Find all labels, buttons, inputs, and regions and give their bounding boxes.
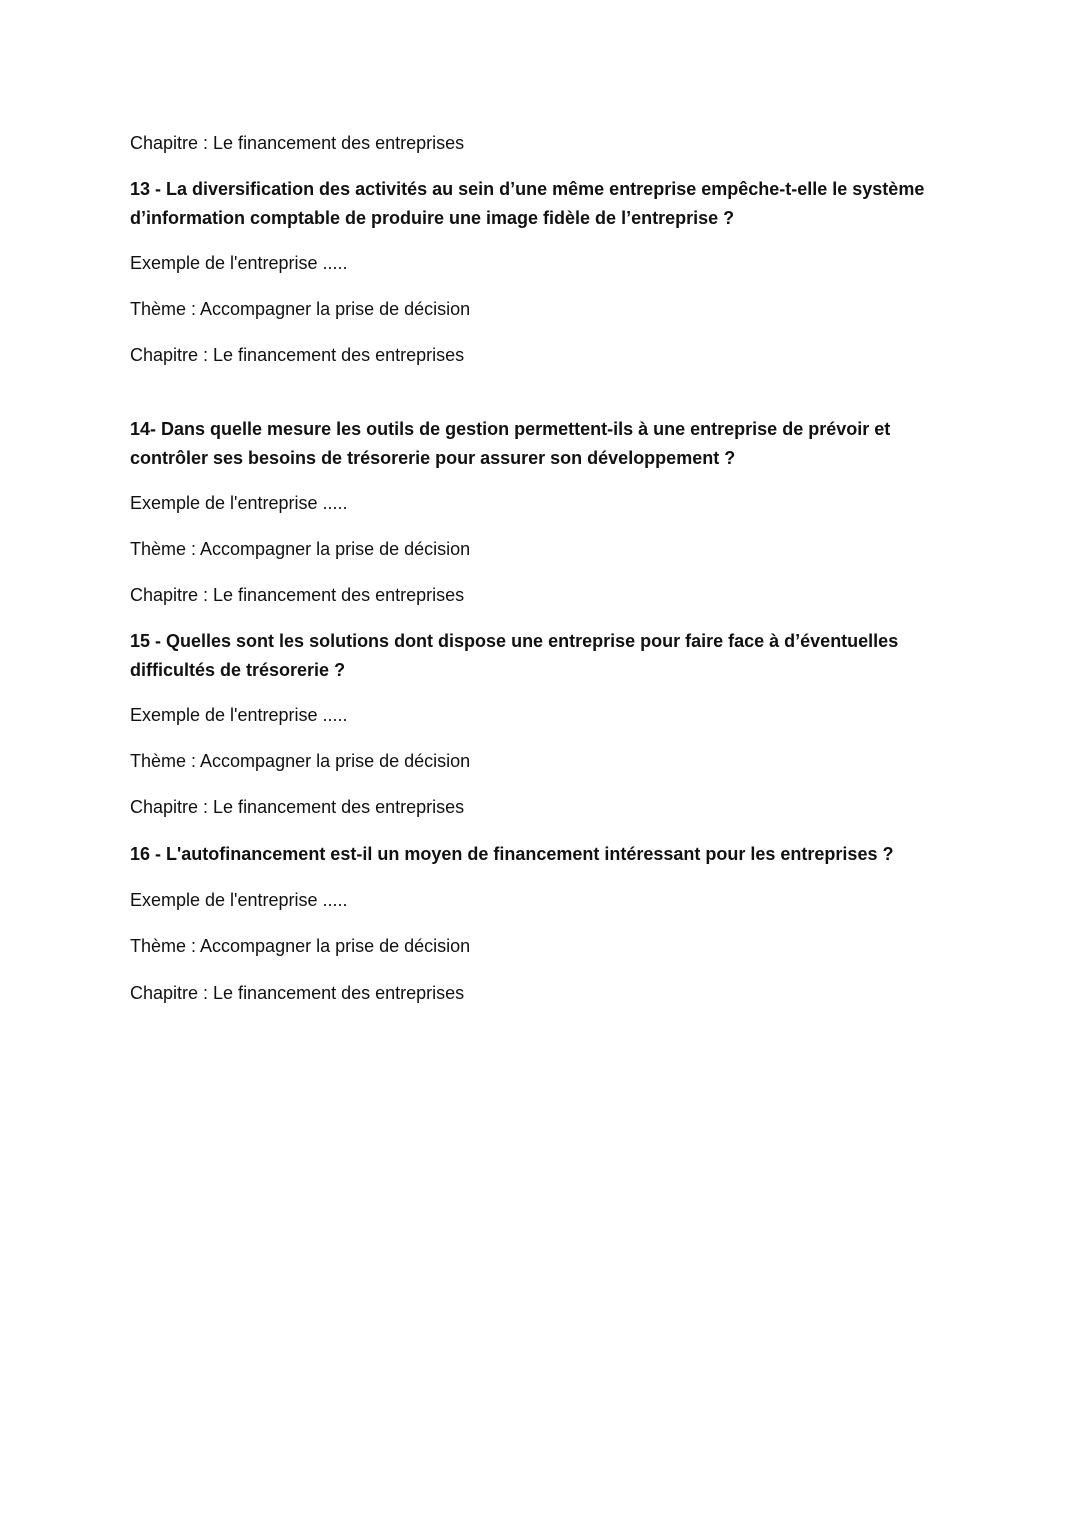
- theme-line: Thème : Accompagner la prise de décision: [130, 539, 471, 559]
- question-16: 16 - L'autofinancement est-il un moyen de financement intéressant pour les entreprises ?: [130, 844, 894, 864]
- example-line: Exemple de l'entreprise .....: [130, 253, 348, 273]
- example-line: Exemple de l'entreprise .....: [130, 890, 348, 910]
- theme-line: Thème : Accompagner la prise de décision: [130, 299, 471, 319]
- theme-line: Thème : Accompagner la prise de décision: [130, 936, 471, 956]
- question-14: 14- Dans quelle mesure les outils de gestion permettent-ils à une entreprise de prévoir et contrôler ses besoins de trésorerie pour assurer son développement ?: [130, 419, 891, 468]
- chapter-line: Chapitre : Le financement des entreprises: [130, 133, 465, 153]
- theme-line: Thème : Accompagner la prise de décision: [130, 751, 471, 771]
- example-line: Exemple de l'entreprise .....: [130, 493, 348, 513]
- question-15: 15 - Quelles sont les solutions dont dispose une entreprise pour faire face à d’éventuelles difficultés de trésorerie ?: [130, 631, 899, 680]
- chapter-line: Chapitre : Le financement des entreprises: [130, 797, 465, 817]
- example-line: Exemple de l'entreprise .....: [130, 705, 348, 725]
- chapter-line: Chapitre : Le financement des entreprises: [130, 983, 465, 1003]
- chapter-line: Chapitre : Le financement des entreprises: [130, 585, 465, 605]
- question-13: 13 - La diversification des activités au sein d’une même entreprise empêche-t-elle le système d’information comptable de produire une image fidèle de l’entreprise ?: [130, 179, 925, 228]
- chapter-line: Chapitre : Le financement des entreprises: [130, 345, 465, 365]
